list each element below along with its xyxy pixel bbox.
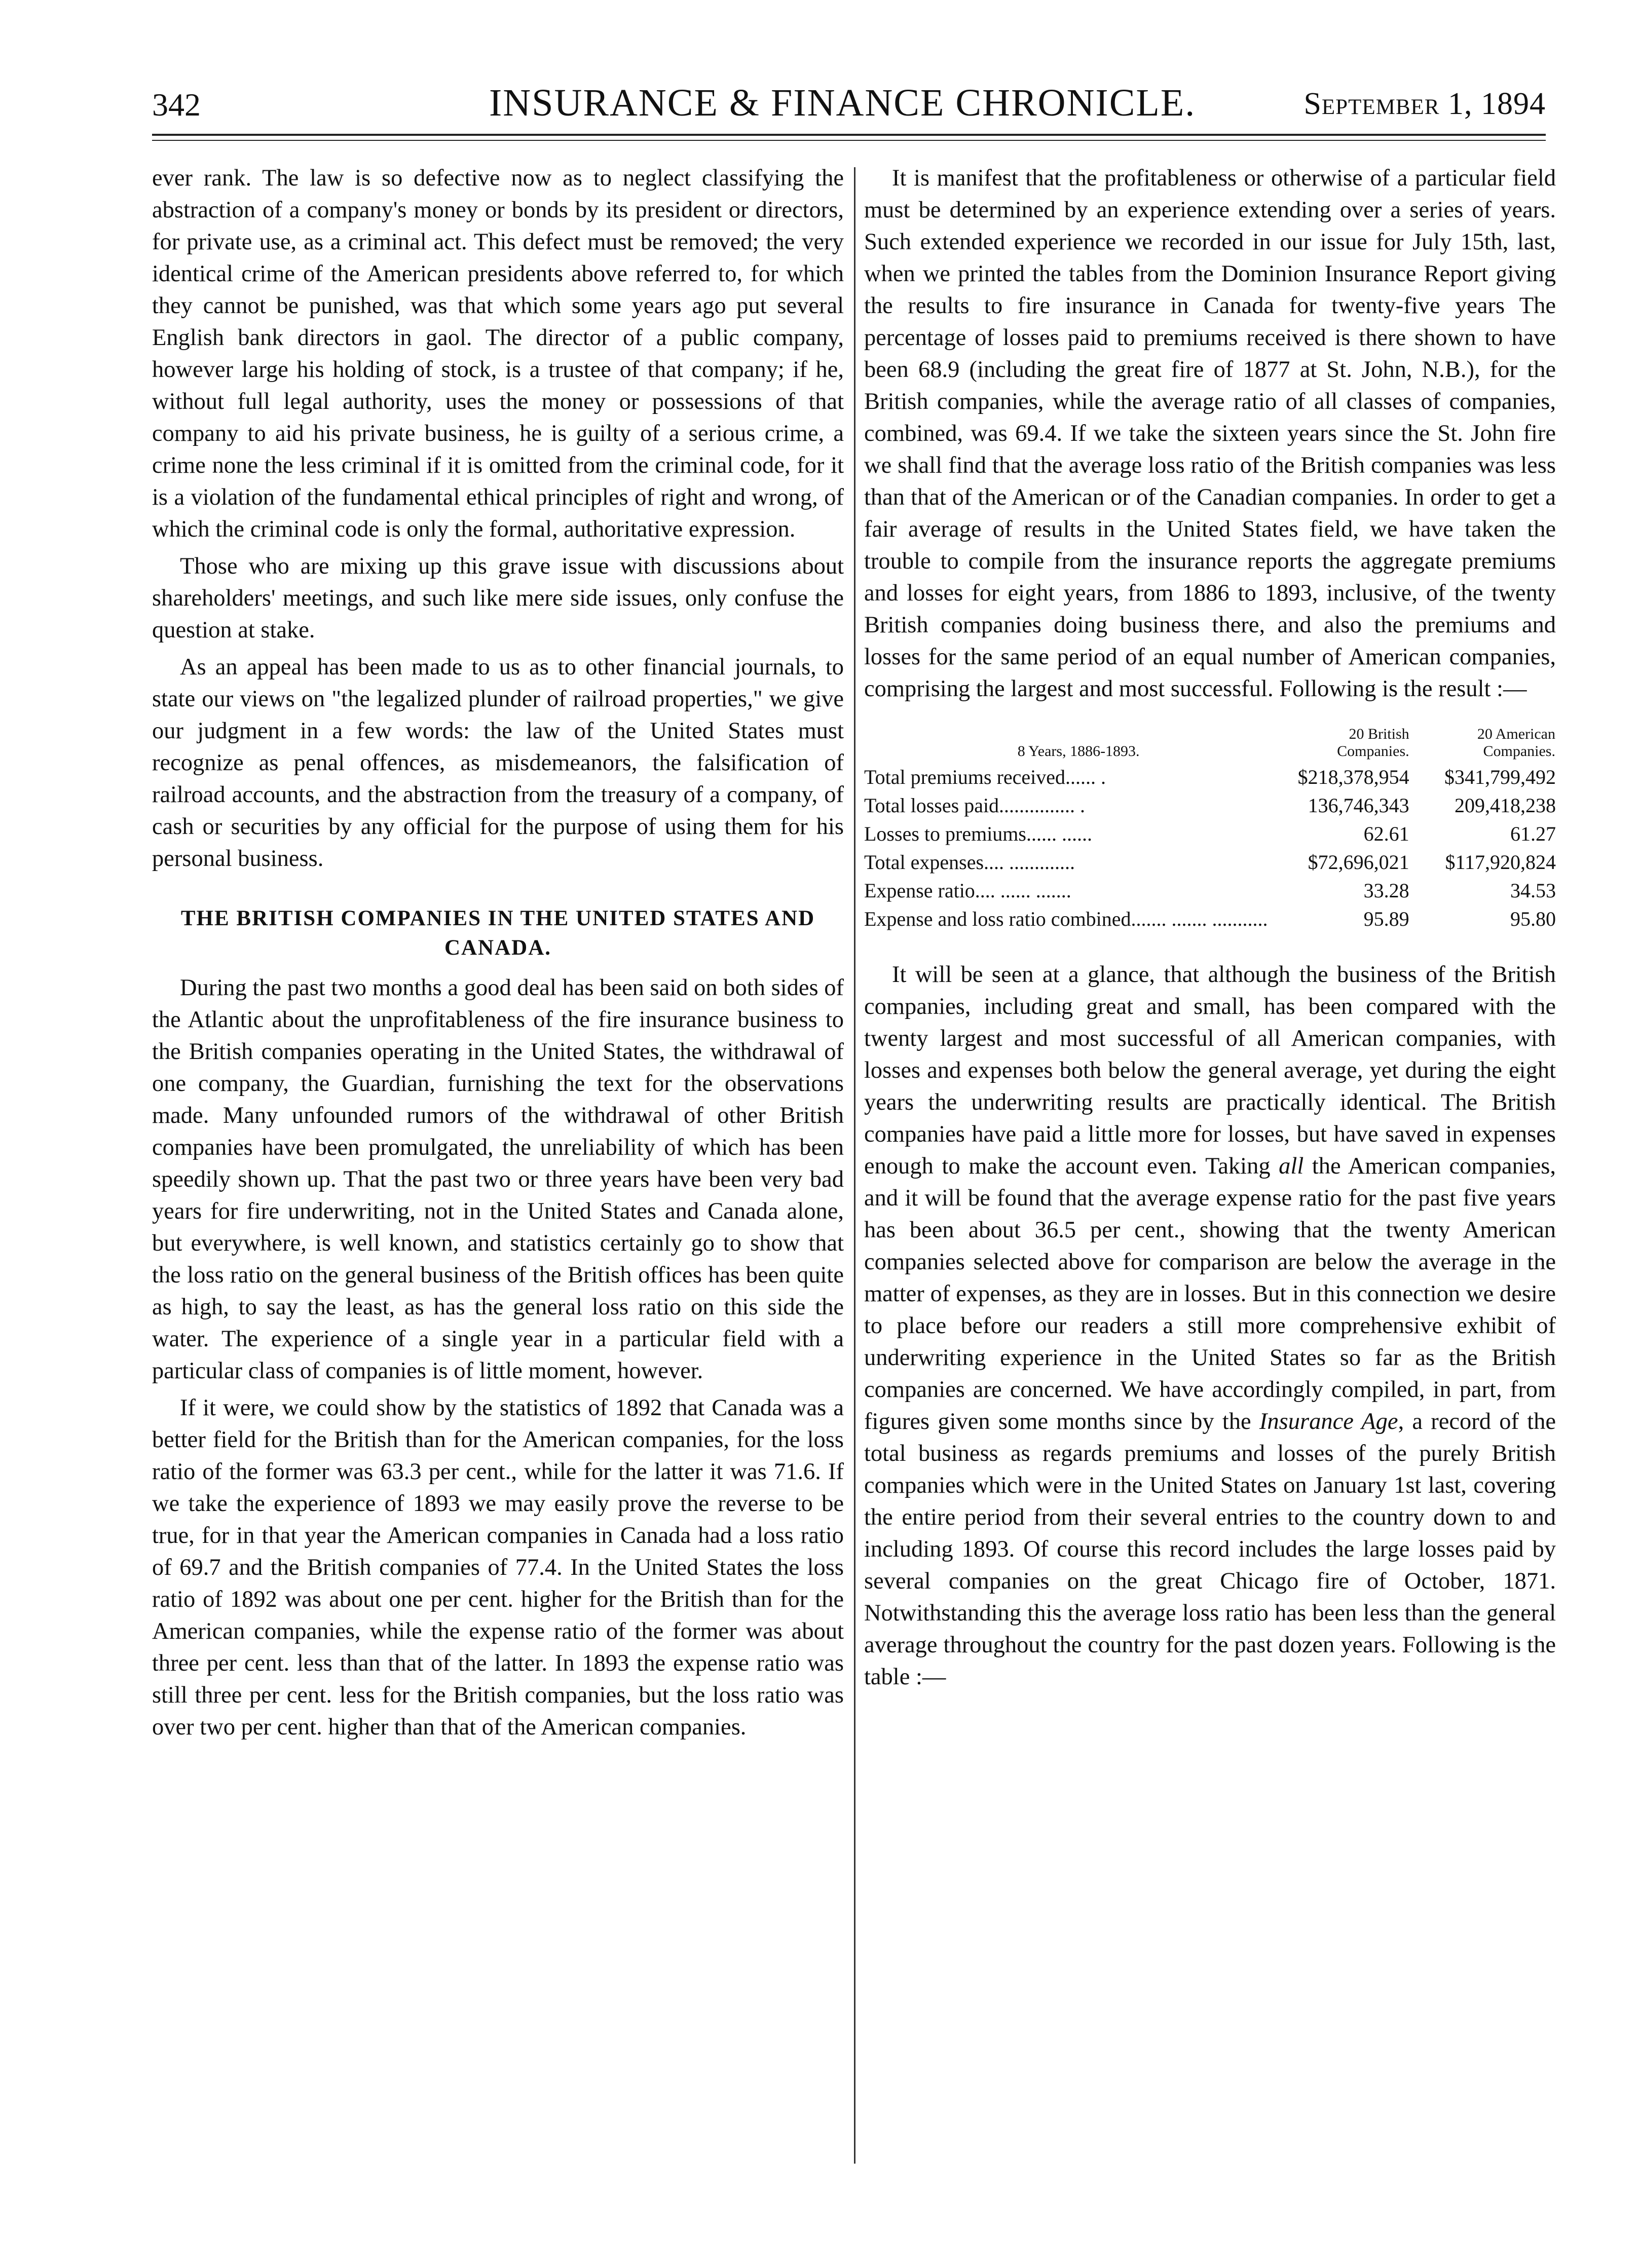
paragraph: ever rank. The law is so defective now as to neglect classifying the abstraction of a company's money or bonds by its president or directors, for private use, as a criminal act. This defect must be removed; the very identical crime of the American presidents above referred to, for which they cannot be punished, was that which some years ago put several English bank directors in gaol. The director of a public company, however large his holding of stock, is a trustee of that company; if he, without full legal authority, uses the money or possessions of that company to aid his private business, he is guilty of a serious crime, a crime none the less criminal if it is omitted from the criminal code, for it is a violation of the fundamental ethical principles of right and wrong, of which the criminal code is only the formal, authoritative expression. [152, 165, 844, 542]
row-label: Total losses paid............... . [864, 794, 1086, 817]
journal-title: INSURANCE & FINANCE CHRONICLE. [489, 82, 1196, 124]
table-header-american: 20 American Companies. [1477, 726, 1555, 760]
header-rule-thin [152, 140, 1546, 141]
paragraph: Those who are mixing up this grave issue with discussions about shareholders' meetings, and such like mere side issues, only confuse the question at stake. [152, 553, 844, 643]
british-value: $72,696,021 [1308, 851, 1409, 874]
row-label: Losses to premiums...... ...... [864, 822, 1092, 845]
left-column [152, 162, 844, 1748]
table-row [864, 763, 1556, 791]
british-value: 95.89 [1363, 908, 1409, 930]
comparison-table [864, 725, 1556, 933]
italic-text: Insurance Age [1259, 1409, 1398, 1434]
american-value: 209,418,238 [1455, 794, 1556, 817]
table-row [864, 848, 1556, 877]
header-rule [152, 134, 1546, 136]
text-run: It will be seen at a glance, that although the business of the British companies, including great and small, has been compared with the twenty largest and most successful of all American companies, with losses and expenses both below the general average, yet during the eight years the underwriting results are practically identical. The British companies have paid a little more for losses, but have saved in expenses enough to make the account even. Taking [864, 962, 1556, 1179]
paragraph: During the past two months a good deal has been said on both sides of the Atlantic about the unprofitableness of the fire insurance business to the British companies operating in the United States, the withdrawal of one company, the Guardian, furnishing the text for the observations made. Many unfounded rumors of the withdrawal of other British companies have been promulgated, the unreliability of which has been speedily shown up. That the past two or three years have been very bad years for fire underwriting, not in the United States and Canada alone, but everywhere, is well known, and statistics certainly go to show that the loss ratio on the general business of the British offices has been quite as high, to say the least, as has the general loss ratio on this side the water. The experience of a single year in a particular field with a particular class of companies is of little moment, however. [152, 975, 844, 1384]
table-row [864, 820, 1556, 848]
row-label: Total expenses.... ............. [864, 851, 1075, 874]
row-label: Expense and loss ratio combined....... ....... ........... [864, 908, 1268, 930]
american-value: $117,920,824 [1445, 851, 1556, 874]
british-value: 33.28 [1363, 879, 1409, 902]
paragraph: If it were, we could show by the statistics of 1892 that Canada was a better field for the British than for the American companies, for the loss ratio of the former was 63.3 per cent., while for the latter it was 71.6. If we take the experience of 1893 we may easily prove the reverse to be true, for in that year the American companies in Canada had a loss ratio of 69.7 and the British companies of 77.4. In the United States the loss ratio of 1892 was about one per cent. higher for the British than for the American companies, while the expense ratio of the former was about three per cent. less than that of the latter. In 1893 the expense ratio was still three per cent. less for the British companies, but the loss ratio was over two per cent. higher than that of the American companies. [152, 1395, 844, 1740]
row-label: Total premiums received...... . [864, 766, 1106, 788]
table-header-period: 8 Years, 1886-1893. [1017, 743, 1140, 760]
page-header [152, 76, 1546, 132]
american-value: $341,799,492 [1444, 766, 1556, 788]
table-header-row [864, 725, 1556, 763]
row-label: Expense ratio.... ...... ....... [864, 879, 1071, 902]
british-value: 62.61 [1363, 822, 1409, 845]
american-value: 61.27 [1510, 822, 1556, 845]
american-value: 95.80 [1510, 908, 1556, 930]
right-column [864, 162, 1556, 1698]
text-run: , a record of the total business as regards premiums and losses of the purely British companies which were in the United States on January 1st last, covering the entire period from their several entries to the country down to and including 1893. Of course this record includes the large losses paid by several companies on the great Chicago fire of October, 1871. Notwithstanding this the average loss ratio has been less than the general average throughout the country for the past dozen years. Following is the table :— [864, 1409, 1556, 1690]
italic-text: all [1279, 1153, 1304, 1179]
table-row [864, 877, 1556, 905]
table-row [864, 905, 1556, 933]
paragraph [864, 959, 1556, 1693]
issue-date: September 1, 1894 [1303, 87, 1546, 121]
british-value: 136,746,343 [1308, 794, 1409, 817]
paragraph: It is manifest that the profitableness or otherwise of a particular field must be determined by an experience extending over a series of years. Such extended experience we recorded in our issue for July 15th, last, when we printed the tables from the Dominion Insurance Report giving the results to fire insurance in Canada for twenty-five years The percentage of losses paid to premiums received is there shown to have been 68.9 (including the great fire of 1877 at St. John, N.B.), for the British companies, while the average ratio of all classes of companies, combined, was 69.4. If we take the sixteen years since the St. John fire we shall find that the average loss ratio of the British companies was less than that of the American or of the Canadian companies. In order to get a fair average of results in the United States field, we have taken the trouble to compile from the insurance reports the aggregate premiums and losses for eight years, from 1886 to 1893, inclusive, of the twenty British companies doing business there, and also the premiums and losses for the same period of an equal number of American companies, comprising the largest and most successful. Following is the result :— [864, 165, 1556, 702]
table-header-british: 20 British Companies. [1337, 726, 1409, 760]
british-value: $218,378,954 [1297, 766, 1409, 788]
paragraph: As an appeal has been made to us as to other financial journals, to state our views on "the legalized plunder of railroad properties," we give our judgment in a few words: the law of the United States must recognize as penal offences, as misdemeanors, the falsification of railroad accounts, and the abstraction from the treasury of a company, of cash or securities by any official for the purpose of using them for his personal business. [152, 654, 844, 872]
page-number: 342 [152, 87, 201, 123]
table-row [864, 791, 1556, 820]
text-run: the American companies, and it will be found that the average expense ratio for the past five years has been about 36.5 per cent., showing that the twenty American companies selected above for comparison are below the average in the matter of expenses, as they are in losses. But in this connection we desire to place before our readers a still more comprehensive exhibit of underwriting experience in the United States so far as the British companies are concerned. We have accordingly compiled, in part, from figures given some months since by the [864, 1153, 1556, 1434]
american-value: 34.53 [1510, 879, 1556, 902]
column-divider [854, 167, 855, 2164]
section-heading: THE BRITISH COMPANIES IN THE UNITED STATES AND CANADA. [180, 906, 815, 960]
